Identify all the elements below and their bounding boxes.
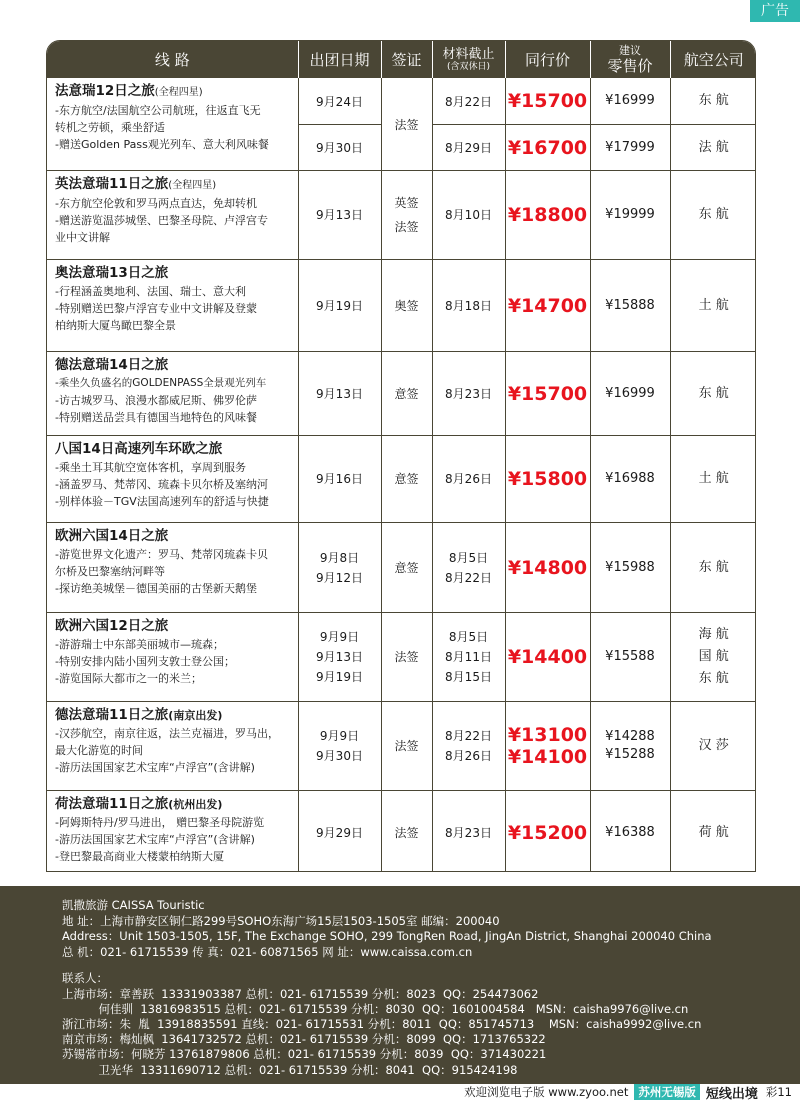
- retail-price: ¥16988: [605, 471, 655, 486]
- page-number: 彩11: [765, 1085, 792, 1099]
- tour-desc-line: -别样体验－TGV法国高速列车的舒适与快捷: [55, 495, 269, 508]
- airline: 国 航: [698, 649, 729, 664]
- table-header-row: [47, 41, 756, 78]
- company-address-en: Address：Unit 1503-1505, 15F, The Exchange SOHO, 299 TongRen Road, JingAn District, Shanghai 200040 China: [62, 929, 712, 943]
- price-cell: [505, 523, 590, 613]
- departure-date: 9月16日: [316, 472, 363, 486]
- visa-cell: [381, 436, 432, 523]
- retail-cell: [590, 171, 670, 260]
- tour-row: [47, 352, 756, 436]
- airline: 荷 航: [698, 824, 729, 840]
- departure-date: 9月13日: [316, 208, 363, 222]
- header-date: 出团日期: [298, 41, 381, 78]
- deadline-cell: [432, 436, 505, 523]
- airline-cell: [670, 613, 756, 702]
- tour-desc-line: -特别赠送品尝具有德国当地特色的风味餐: [55, 411, 257, 424]
- retail-cell: [590, 436, 670, 523]
- deadline-cell: [432, 791, 505, 873]
- airline: 土 航: [698, 297, 729, 313]
- date-cell: [298, 702, 381, 791]
- retail-cell: [590, 613, 670, 702]
- retail-price: ¥16388: [605, 824, 655, 840]
- airline: 东 航: [698, 207, 729, 222]
- airline: 海 航: [698, 627, 729, 642]
- deadline-date: 8月15日: [445, 670, 492, 684]
- visa-cell: [381, 260, 432, 352]
- tour-title: 德法意瑞14日之旅: [55, 357, 169, 373]
- price-cell: [505, 702, 590, 791]
- tour-desc-line: -游历法国国家艺术宝库“卢浮宫”(含讲解): [55, 833, 255, 846]
- header-route: 线 路: [47, 41, 298, 78]
- date-cell: [298, 78, 381, 171]
- price-cell: [505, 791, 590, 873]
- visa-cell: [381, 523, 432, 613]
- tour-title: 英法意瑞11日之旅(全程四星): [55, 176, 217, 192]
- peer-price: ¥13100: [507, 724, 588, 746]
- route-cell: [47, 702, 298, 791]
- tour-desc-line: -探访绝美城堡－德国美丽的古堡新天鹅堡: [55, 582, 257, 595]
- deadline-date: 8月26日: [445, 472, 492, 486]
- date-cell: [298, 523, 381, 613]
- airline-cell: [670, 436, 756, 523]
- tour-desc-line: -游游瑞士中东部美丽城市—琉森；: [55, 638, 224, 651]
- tour-desc-line: -游览国际大都市之一的米兰；: [55, 672, 202, 685]
- retail-price: ¥14288: [605, 729, 655, 744]
- tour-desc-line: -赠送游览温莎城堡、巴黎圣母院、卢浮宫专: [55, 214, 268, 227]
- date-cell: [298, 613, 381, 702]
- deadline-date: 8月23日: [445, 386, 492, 401]
- tour-desc-line: -赠送Golden Pass观光列车、意大利风味餐: [55, 138, 269, 151]
- tour-table-wrapper: [46, 40, 756, 872]
- deadline-date: 8月22日: [445, 94, 492, 109]
- deadline-date: 8月22日: [445, 570, 492, 585]
- retail-price: ¥15588: [605, 649, 655, 664]
- contacts-title: 联系人：: [62, 971, 108, 985]
- peer-price: ¥14800: [507, 556, 588, 579]
- retail-cell: [590, 702, 670, 791]
- peer-price: ¥18800: [507, 204, 588, 226]
- deadline-cell: [432, 352, 505, 436]
- visa-cell: [381, 352, 432, 436]
- deadline-date: 8月10日: [445, 208, 492, 222]
- header-deadline-sub: (含双休日): [446, 61, 491, 72]
- departure-date: 9月30日: [299, 124, 381, 170]
- company-phone: 总 机：021- 61715539 传 真：021- 60871565 网 址：www.caissa.com.cn: [62, 944, 473, 959]
- retail-price: ¥15288: [605, 747, 655, 762]
- section-title: 短线出境: [705, 1086, 758, 1100]
- date-cell: [298, 171, 381, 260]
- visa-type: 法签: [394, 220, 419, 234]
- route-cell: [47, 260, 298, 352]
- deadline-date: 8月18日: [445, 298, 492, 313]
- departure-date: 9月24日: [316, 94, 363, 109]
- departure-date: 9月19日: [316, 298, 363, 313]
- header-visa: 签证: [381, 41, 432, 78]
- airline: 东 航: [698, 385, 729, 401]
- route-cell: [47, 523, 298, 613]
- departure-date: 9月8日: [319, 550, 360, 565]
- peer-price: ¥16700: [506, 124, 590, 170]
- route-cell: [47, 436, 298, 523]
- airline: 东 航: [698, 559, 729, 575]
- tour-row: [47, 436, 756, 523]
- visa-type: 英签: [394, 196, 419, 210]
- route-cell: [47, 78, 298, 171]
- tour-desc-line: -东方航空伦敦和罗马两点直达，免却转机: [55, 197, 257, 210]
- retail-price: ¥15988: [605, 559, 655, 575]
- airline-cell: [670, 523, 756, 613]
- peer-price: ¥15200: [507, 821, 588, 844]
- departure-date: 9月12日: [316, 570, 363, 585]
- airline-cell: [670, 352, 756, 436]
- price-cell: [505, 436, 590, 523]
- deadline-cell: [432, 613, 505, 702]
- price-cell: [505, 171, 590, 260]
- airline: 土 航: [698, 471, 729, 486]
- retail-cell: [590, 352, 670, 436]
- header-airline: 航空公司: [670, 41, 756, 78]
- peer-price: ¥14400: [507, 646, 588, 668]
- header-retail: [590, 41, 670, 78]
- airline: 东 航: [698, 93, 729, 108]
- contact-line: 上海市场：章善跃 13331903387 总机：021- 61715539 分机：8023 QQ：254473062: [62, 986, 539, 1001]
- tour-desc-line: -乘坐久负盛名的GOLDENPASS全景观光列车: [55, 377, 267, 389]
- departure-date: 9月30日: [316, 749, 363, 763]
- peer-price: ¥14700: [507, 294, 588, 317]
- tour-desc-line: 业中文讲解: [55, 231, 110, 244]
- visa-type: 意签: [394, 386, 419, 401]
- airline-cell: [670, 78, 756, 171]
- deadline-date: 8月22日: [445, 729, 492, 743]
- tour-price-table: [47, 41, 756, 872]
- header-retail-line1: 建议: [619, 44, 641, 57]
- retail-price: ¥16999: [605, 93, 655, 108]
- deadline-date: 8月5日: [448, 630, 489, 644]
- peer-price: ¥15800: [507, 468, 588, 490]
- price-cell: [505, 352, 590, 436]
- retail-price: ¥15888: [605, 297, 655, 313]
- company-address-cn: 地 址：上海市静安区铜仁路299号SOHO东海广场15层1503-1505室 邮编：200040: [62, 913, 500, 928]
- ad-tag: 广告: [750, 0, 800, 22]
- tour-desc-line: -游览世界文化遗产：罗马、梵蒂冈琉森卡贝: [55, 548, 268, 561]
- tour-row: [47, 523, 756, 613]
- visa-cell: [381, 613, 432, 702]
- contact-line: 苏锡常市场：何晓芳 13761879806 总机：021- 61715539 分机：8039 QQ：371430221: [62, 1047, 547, 1062]
- tour-title: 欧洲六国14日之旅: [55, 528, 169, 544]
- bottom-bar: [0, 1084, 800, 1100]
- date-cell: [298, 352, 381, 436]
- tour-desc-line: -特别赠送巴黎卢浮宫专业中文讲解及登蒙: [55, 302, 257, 315]
- visa-type: 法签: [394, 825, 419, 840]
- tour-title: 欧洲六国12日之旅: [55, 618, 169, 634]
- visa-type: 法签: [394, 650, 419, 664]
- retail-price: ¥19999: [605, 207, 655, 222]
- peer-price: ¥15700: [507, 382, 588, 405]
- price-cell: [505, 260, 590, 352]
- tour-row: [47, 78, 756, 171]
- tour-desc-line: 柏纳斯大厦鸟瞰巴黎全景: [55, 319, 176, 332]
- tour-desc-line: 尔桥及巴黎塞纳河畔等: [55, 565, 165, 578]
- tour-title: 法意瑞12日之旅(全程四星): [55, 83, 203, 99]
- departure-date: 9月13日: [316, 386, 363, 401]
- tour-desc-line: -东方航空/法国航空公司航班，往返直飞无: [55, 104, 261, 117]
- deadline-date: 8月23日: [445, 825, 492, 840]
- deadline-date: 8月11日: [445, 650, 492, 664]
- retail-cell: [590, 78, 670, 171]
- departure-date: 9月9日: [319, 630, 360, 644]
- airline-cell: [670, 171, 756, 260]
- company-footer: [0, 886, 800, 1084]
- departure-date: 9月9日: [319, 729, 360, 743]
- tour-desc-line: -乘坐土耳其航空宽体客机，享周到服务: [55, 461, 246, 474]
- header-retail-line2: 零售价: [607, 57, 653, 75]
- retail-price: ¥16999: [605, 385, 655, 401]
- tour-row: [47, 260, 756, 352]
- tour-row: [47, 702, 756, 791]
- retail-cell: [590, 523, 670, 613]
- header-deadline-main: 材料截止: [442, 46, 495, 62]
- header-deadline: [432, 41, 505, 78]
- visa-cell: [381, 702, 432, 791]
- departure-date: 9月29日: [316, 825, 363, 840]
- deadline-date: 8月26日: [445, 749, 492, 763]
- tour-desc-line: -汉莎航空，南京往返，法兰克福进，罗马出，: [55, 727, 279, 740]
- tour-desc-line: -特别安排内陆小国列支敦士登公国；: [55, 655, 235, 668]
- tour-desc-line: -行程涵盖奥地利、法国、瑞士、意大利: [55, 285, 246, 298]
- route-cell: [47, 613, 298, 702]
- date-cell: [298, 791, 381, 873]
- deadline-cell: [432, 78, 505, 171]
- deadline-date: 8月5日: [448, 550, 489, 565]
- airline: 汉 莎: [698, 738, 729, 753]
- airline: 法 航: [671, 124, 757, 170]
- visa-type: 法签: [394, 739, 419, 753]
- retail-cell: [590, 260, 670, 352]
- tour-desc-line: -阿姆斯特丹/罗马进出， 赠巴黎圣母院游览: [55, 816, 265, 829]
- airline: 东 航: [698, 671, 729, 686]
- visa-type: 奥签: [394, 298, 419, 313]
- visa-type: 法签: [394, 117, 419, 132]
- peer-price: ¥15700: [507, 90, 588, 112]
- tour-title: 德法意瑞11日之旅(南京出发): [55, 707, 223, 723]
- departure-date: 9月19日: [316, 670, 363, 684]
- price-cell: [505, 613, 590, 702]
- tour-desc-line: 最大化游览的时间: [55, 744, 143, 757]
- visa-cell: [381, 78, 432, 171]
- airline-cell: [670, 702, 756, 791]
- deadline-cell: [432, 523, 505, 613]
- contact-line: 南京市场：梅灿枫 13641732572 总机：021- 61715539 分机：8099 QQ：1713765322: [62, 1032, 546, 1047]
- date-cell: [298, 260, 381, 352]
- contact-line: 浙江市场：朱 胤 13918835591 直线：021- 61715531 分机：8011 QQ：851745713 MSN：caisha9992@live.cn: [62, 1016, 702, 1031]
- company-name: 凯撒旅游 CAISSA Touristic: [62, 898, 205, 912]
- price-cell: [505, 78, 590, 171]
- visa-cell: [381, 791, 432, 873]
- route-cell: [47, 791, 298, 873]
- tour-title: 奥法意瑞13日之旅: [55, 265, 169, 281]
- tour-row: [47, 613, 756, 702]
- retail-price: ¥17999: [591, 124, 670, 170]
- tour-desc-line: -涵盖罗马、梵蒂冈、琉森卡贝尔桥及塞纳河: [55, 478, 268, 491]
- visa-type: 意签: [394, 472, 419, 486]
- route-cell: [47, 352, 298, 436]
- deadline-cell: [432, 702, 505, 791]
- airline-cell: [670, 791, 756, 873]
- date-cell: [298, 436, 381, 523]
- contact-line: 卫光华 13311690712 总机：021- 61715539 分机：8041 QQ：915424198: [62, 1062, 518, 1077]
- tour-title: 荷法意瑞11日之旅(杭州出发): [55, 796, 223, 812]
- tour-row: [47, 791, 756, 873]
- route-cell: [47, 171, 298, 260]
- edition-badge: 苏州无锡版: [634, 1084, 700, 1100]
- visa-cell: [381, 171, 432, 260]
- tour-desc-line: -登巴黎最高商业大楼蒙柏纳斯大厦: [55, 850, 224, 863]
- contact-line: 何佳驯 13816983515 总机：021- 61715539 分机：8030 QQ：1601004584 MSN：caisha9976@live.cn: [62, 1001, 689, 1016]
- peer-price: ¥14100: [507, 746, 588, 768]
- welcome-text[interactable]: 欢迎浏览电子版 www.zyoo.net: [464, 1085, 629, 1099]
- departure-date: 9月13日: [316, 650, 363, 664]
- airline-cell: [670, 260, 756, 352]
- retail-cell: [590, 791, 670, 873]
- tour-desc-line: -访古城罗马、浪漫水都威尼斯、佛罗伦萨: [55, 394, 257, 407]
- deadline-cell: [432, 171, 505, 260]
- deadline-date: 8月29日: [433, 124, 505, 170]
- tour-row: [47, 171, 756, 260]
- tour-desc-line: 转机之劳顿，乘坐舒适: [55, 121, 165, 134]
- header-peer-price: 同行价: [505, 41, 590, 78]
- deadline-cell: [432, 260, 505, 352]
- tour-desc-line: -游历法国国家艺术宝库“卢浮宫”(含讲解): [55, 761, 255, 774]
- tour-title: 八国14日高速列车环欧之旅: [55, 441, 223, 457]
- visa-type: 意签: [394, 560, 419, 575]
